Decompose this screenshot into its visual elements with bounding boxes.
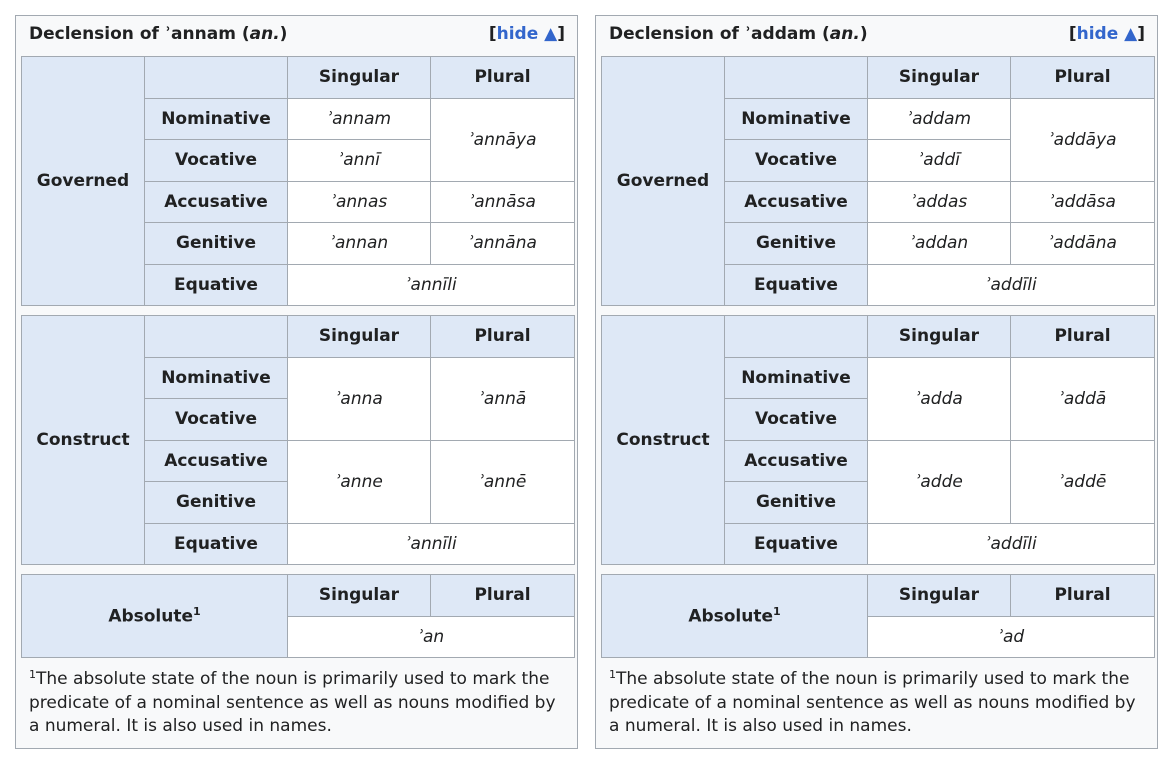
case-genitive: Genitive [145,223,288,265]
form-con-nomvoc-sg: ʾadda [868,357,1011,440]
case-vocative: Vocative [725,399,868,441]
title-lemma: ʾannam [164,24,236,44]
case-genitive: Genitive [725,223,868,265]
form-con-nomvoc-sg: ʾanna [288,357,431,440]
col-singular: Singular [288,575,431,617]
form-gov-gen-sg: ʾannan [288,223,431,265]
form-gov-voc-sg: ʾannī [288,140,431,182]
footnote-ref: 1 [773,605,781,619]
case-accusative: Accusative [725,440,868,482]
form-gov-gen-pl: ʾannāna [431,223,575,265]
title-pos: an. [829,24,860,44]
form-gov-nom-sg: ʾaddam [868,98,1011,140]
form-gov-acc-pl: ʾannāsa [431,181,575,223]
col-singular: Singular [288,316,431,358]
form-gov-gen-sg: ʾaddan [868,223,1011,265]
construct-table [21,315,575,565]
form-gov-voc-sg: ʾaddī [868,140,1011,182]
col-plural: Plural [1011,316,1155,358]
footnote [609,668,1149,739]
hide-button[interactable]: hide ▲ [496,24,558,44]
case-equative: Equative [725,523,868,565]
form-con-equ: ʾannīli [288,523,575,565]
footnote-marker: 1 [609,668,616,681]
form-gov-nom-sg: ʾannam [288,98,431,140]
case-nominative: Nominative [145,98,288,140]
state-construct: Construct [602,316,725,565]
col-singular: Singular [868,57,1011,99]
form-gov-gen-pl: ʾaddāna [1011,223,1155,265]
header-blank [145,316,288,358]
form-con-accgen-pl: ʾannē [431,440,575,523]
footnote-text: The absolute state of the noun is primarily used to mark the predicate of a nominal sentence as well as nouns modified by a numeral. It is also used in names. [29,669,556,736]
absolute-label: Absolute [688,606,774,627]
col-singular: Singular [868,316,1011,358]
form-con-accgen-sg: ʾadde [868,440,1011,523]
declension-panel [15,15,578,749]
form-con-nomvoc-pl: ʾaddā [1011,357,1155,440]
state-construct: Construct [22,316,145,565]
case-equative: Equative [145,523,288,565]
declension-panel [595,15,1158,749]
panel-title: Declension of ʾannam (an.) [29,24,288,44]
case-accusative: Accusative [725,181,868,223]
governed-table [601,56,1155,306]
case-vocative: Vocative [145,140,288,182]
case-nominative: Nominative [725,98,868,140]
title-prefix: Declension of [29,24,165,44]
hide-toggle: [hide ▲] [488,24,565,44]
col-singular: Singular [288,57,431,99]
form-gov-nomvoc-pl: ʾannāya [431,98,575,181]
case-nominative: Nominative [725,357,868,399]
form-gov-equ: ʾaddīli [868,264,1155,306]
case-accusative: Accusative [145,440,288,482]
header-blank [145,57,288,99]
title-prefix: Declension of [609,24,745,44]
hide-toggle: [hide ▲] [1068,24,1145,44]
form-gov-acc-pl: ʾaddāsa [1011,181,1155,223]
title-lemma: ʾaddam [744,24,817,44]
col-plural: Plural [1011,575,1155,617]
case-genitive: Genitive [725,482,868,524]
case-nominative: Nominative [145,357,288,399]
absolute-table [21,574,575,658]
col-plural: Plural [431,316,575,358]
col-plural: Plural [431,575,575,617]
case-accusative: Accusative [145,181,288,223]
header-blank [725,57,868,99]
panel-title: Declension of ʾaddam (an.) [609,24,868,44]
absolute-table [601,574,1155,658]
col-plural: Plural [431,57,575,99]
state-absolute [602,575,868,658]
absolute-label: Absolute [108,606,194,627]
case-vocative: Vocative [725,140,868,182]
form-gov-acc-sg: ʾannas [288,181,431,223]
form-gov-nomvoc-pl: ʾaddāya [1011,98,1155,181]
footnote-ref: 1 [193,605,201,619]
case-equative: Equative [725,264,868,306]
governed-table [21,56,575,306]
footnote-text: The absolute state of the noun is primarily used to mark the predicate of a nominal sentence as well as nouns modified by a numeral. It is also used in names. [609,669,1136,736]
footnote [29,668,569,739]
case-equative: Equative [145,264,288,306]
form-con-equ: ʾaddīli [868,523,1155,565]
form-gov-equ: ʾannīli [288,264,575,306]
col-plural: Plural [1011,57,1155,99]
form-abs: ʾad [868,616,1155,658]
col-singular: Singular [868,575,1011,617]
hide-button[interactable]: hide ▲ [1076,24,1138,44]
form-con-accgen-pl: ʾaddē [1011,440,1155,523]
footnote-marker: 1 [29,668,36,681]
construct-table [601,315,1155,565]
form-con-nomvoc-pl: ʾannā [431,357,575,440]
state-absolute [22,575,288,658]
form-abs: ʾan [288,616,575,658]
form-con-accgen-sg: ʾanne [288,440,431,523]
title-pos: an. [249,24,280,44]
state-governed: Governed [22,57,145,306]
header-blank [725,316,868,358]
case-vocative: Vocative [145,399,288,441]
case-genitive: Genitive [145,482,288,524]
form-gov-acc-sg: ʾaddas [868,181,1011,223]
state-governed: Governed [602,57,725,306]
